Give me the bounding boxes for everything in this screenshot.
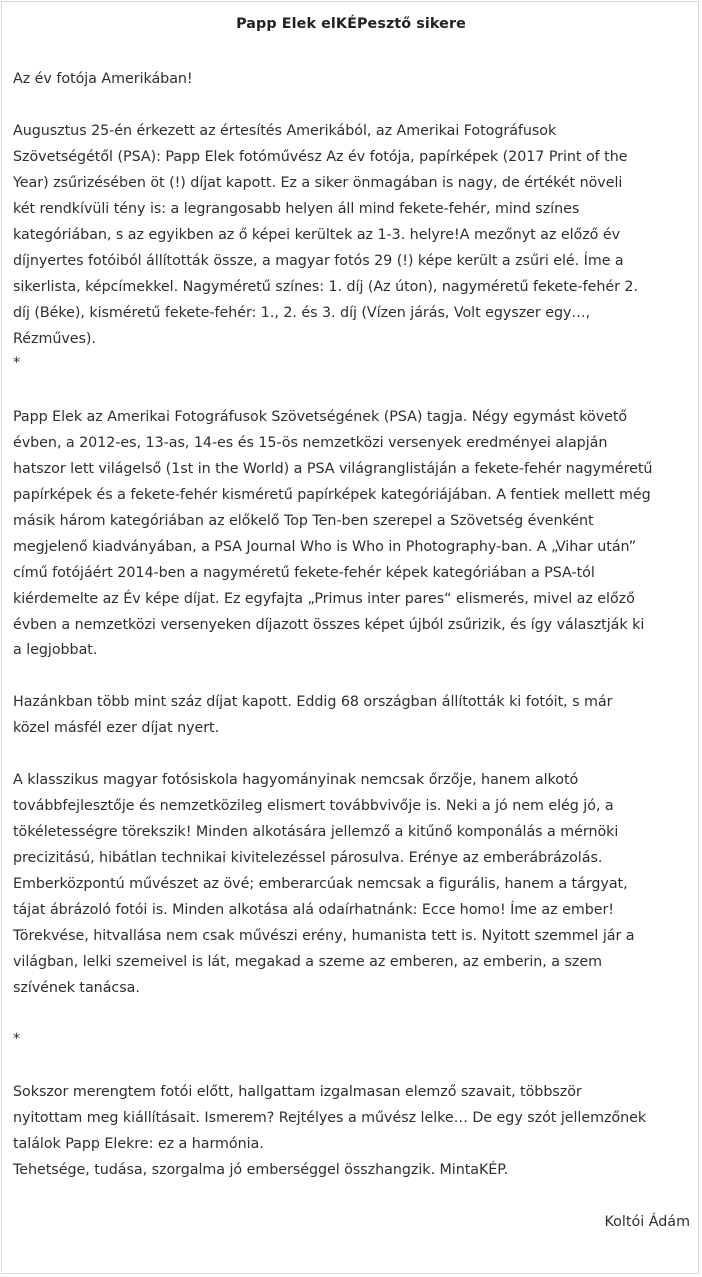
text-line: tökéletességre törekszik! Minden alkotására jellemző a kitűnő komponálás a mérnöki <box>13 824 619 840</box>
text-line: díjnyertes fotóiból állították össze, a magyar fotós 29 (!) képe került a zsűri elé. Íme a <box>13 253 624 269</box>
text-line: Sokszor merengtem fotói előtt, hallgattam izgalmasan elemző szavait, többször <box>13 1084 582 1100</box>
article-subtitle: Az év fotója Amerikában! <box>13 71 193 87</box>
text-line: továbbfejlesztője és nemzetközileg elismert továbbvivője is. Neki a jó nem elég jó, a <box>13 798 614 814</box>
text-line: díj (Béke), kisméretű fekete-fehér: 1., 2. és 3. díj (Vízen járás, Volt egyszer egy…, <box>13 305 591 321</box>
text-line: megjelenő kiadványában, a PSA Journal Who is Who in Photography-ban. A „Vihar után” <box>13 539 637 555</box>
text-line: Tehetsége, tudása, szorgalma jó emberséggel összhangzik. MintaKÉP. <box>13 1162 509 1178</box>
text-line: közel másfél ezer díjat nyert. <box>13 720 220 736</box>
text-line: Törekvése, hitvallása nem csak művészi erény, humanista tett is. Nyitott szemmel jár a <box>13 928 635 944</box>
text-line: Szövetségétől (PSA): Papp Elek fotóművész Az év fotója, papírképek (2017 Print of the <box>13 149 628 165</box>
text-line: évben a nemzetközi versenyeken díjazott összes képet újból zsűrizik, és így választják ki <box>13 617 645 633</box>
separator-asterisk: * <box>13 355 21 371</box>
article-title: Papp Elek elKÉPesztő sikere <box>236 16 466 32</box>
text-line: tájat ábrázoló fotói is. Minden alkotása alá odaírhatnánk: Ecce homo! Íme az ember! <box>13 902 614 918</box>
text-line: A klasszikus magyar fotósiskola hagyományinak nemcsak őrzője, hanem alkotó <box>13 772 579 788</box>
text-line: Papp Elek az Amerikai Fotográfusok Szövetségének (PSA) tagja. Négy egymást követő <box>13 409 628 425</box>
text-line: sikerlista, képcímekkel. Nagyméretű színes: 1. díj (Az úton), nagyméretű fekete-fehér 2. <box>13 279 638 295</box>
text-line: című fotójáért 2014-ben a nagyméretű fekete-fehér képek kategóriában a PSA-tól <box>13 565 595 581</box>
text-line: kiérdemelte az Év képe díjat. Ez egyfajta „Primus inter pares“ elismerés, mivel az előző <box>13 591 635 607</box>
text-line: világban, lelki szemeivel is lát, megakad a szeme az emberen, az emberin, a szem <box>13 954 602 970</box>
text-line: találok Papp Elekre: ez a harmónia. <box>13 1136 264 1152</box>
text-line: precizitású, hibátlan technikai kivitelezéssel párosulva. Erénye az emberábrázolás. <box>13 850 603 866</box>
separator-asterisk: * <box>13 1031 21 1047</box>
author-signature: Koltói Ádám <box>604 1214 690 1230</box>
text-line: két rendkívüli tény is: a legrangosabb helyen áll mind fekete-fehér, mind színes <box>13 201 580 217</box>
text-line: Year) zsűrizésében öt (!) díjat kapott. Ez a siker önmagában is nagy, de értékét növeli <box>13 175 623 191</box>
text-line: papírképek és a fekete-fehér kisméretű papírképek kategóriájában. A fentiek mellett még <box>13 487 651 503</box>
text-line: Hazánkban több mint száz díjat kapott. Eddig 68 országban állították ki fotóit, s már <box>13 694 613 710</box>
text-line: szívének tanácsa. <box>13 980 140 996</box>
text-line: Rézműves). <box>13 331 96 347</box>
text-line: másik három kategóriában az előkelő Top Ten-ben szerepel a Szövetség évenként <box>13 513 594 529</box>
text-line: Augusztus 25-én érkezett az értesítés Amerikából, az Amerikai Fotográfusok <box>13 123 557 139</box>
text-line: évben, a 2012-es, 13-as, 14-es és 15-ös nemzetközi versenyek eredményei alapján <box>13 435 608 451</box>
text-line: Emberközpontú művészet az övé; emberarcúak nemcsak a figurális, hanem a tárgyat, <box>13 876 628 892</box>
text-line: kategóriában, s az egyikben az ő képei kerültek az 1-3. helyre!A mezőnyt az előző év <box>13 227 621 243</box>
text-line: nyitottam meg kiállításait. Ismerem? Rejtélyes a művész lelke… De egy szót jellemzőnek <box>13 1110 647 1126</box>
text-line: a legjobbat. <box>13 642 98 658</box>
text-line: hatszor lett világelső (1st in the World) a PSA világranglistáján a fekete-fehér nagyméretű <box>13 461 653 477</box>
